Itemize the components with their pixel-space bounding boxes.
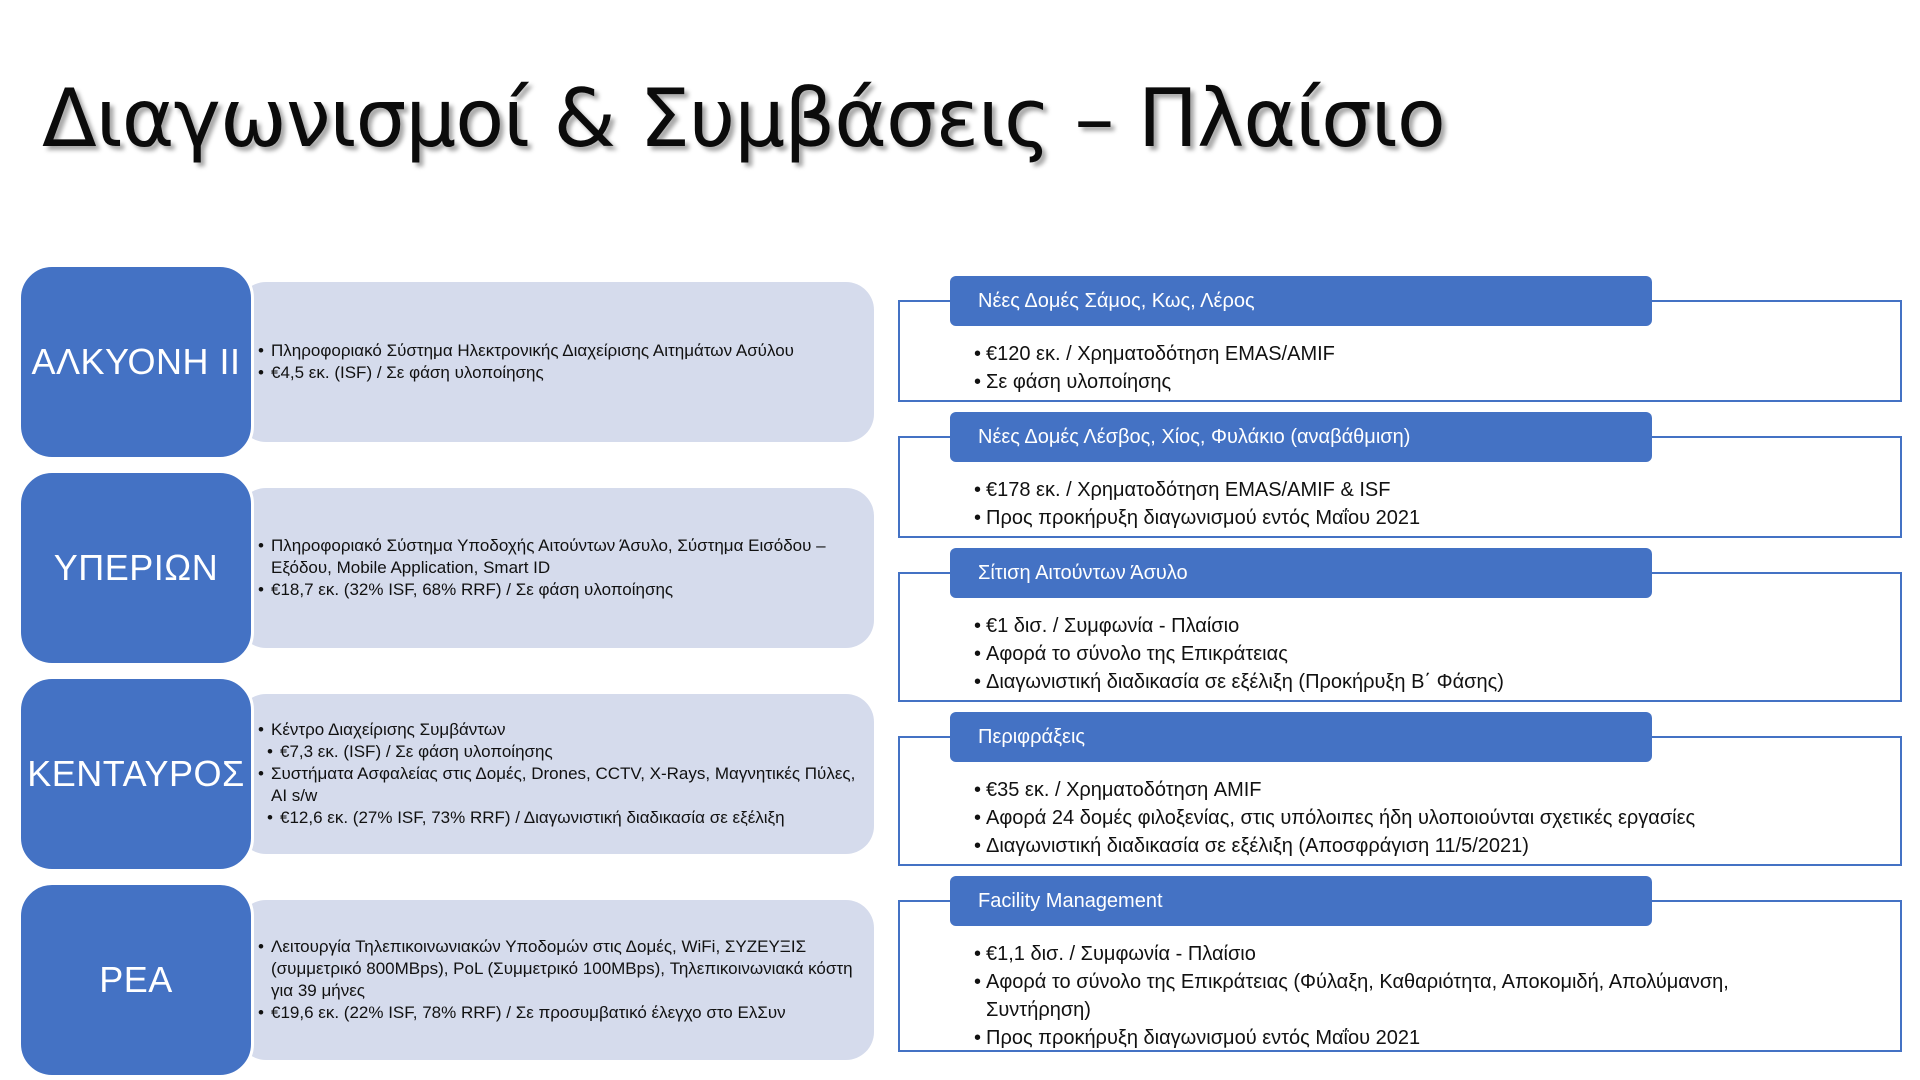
project-bullet: • €18,7 εκ. (32% ISF, 68% RRF) / Σε φάση υλοποίησης	[258, 579, 858, 601]
project-bullet: • Πληροφοριακό Σύστημα Υποδοχής Αιτούντων Άσυλο, Σύστημα Εισόδου – Εξόδου, Mobile Application, Smart ID	[258, 535, 858, 579]
project-bullets	[258, 900, 858, 1060]
project-bullets	[258, 282, 858, 442]
contract-heading: Facility Management	[950, 876, 1652, 926]
project-rea	[18, 882, 858, 1078]
contract-card-catering	[898, 548, 1902, 702]
contract-items	[974, 476, 1782, 532]
project-name-badge: ΥΠΕΡΙΩΝ	[18, 470, 254, 666]
contract-heading: Σίτιση Αιτούντων Άσυλο	[950, 548, 1652, 598]
project-bullets	[258, 488, 858, 648]
project-bullet: • Πληροφοριακό Σύστημα Ηλεκτρονικής Διαχείρισης Αιτημάτων Ασύλου	[258, 340, 858, 362]
contract-item: • €1 δισ. / Συμφωνία - Πλαίσιο	[974, 612, 1782, 640]
project-name-badge: ΚΕΝΤΑΥΡΟΣ	[18, 676, 254, 872]
project-bullet: • Συστήματα Ασφαλείας στις Δομές, Drones, CCTV, X-Rays, Μαγνητικές Πύλες, AI s/w	[258, 763, 858, 807]
project-bullet: • Λειτουργία Τηλεπικοινωνιακών Υποδομών στις Δομές, WiFi, ΣΥΖΕΥΞΙΣ (συμμετρικό 800MBps), PoL (Συμμετρικό 100MBps), Τηλεπικοινωνιακά κόστη για 39 μήνες	[258, 936, 858, 1002]
contract-item: • Αφορά 24 δομές φιλοξενίας, στις υπόλοιπες ήδη υλοποιούνται σχετικές εργασίες	[974, 804, 1782, 832]
contract-items	[974, 940, 1782, 1052]
contract-items	[974, 612, 1782, 696]
contract-item: • €178 εκ. / Χρηματοδότηση EMAS/AMIF & ISF	[974, 476, 1782, 504]
project-bullet: • Κέντρο Διαχείρισης Συμβάντων	[258, 719, 858, 741]
project-yperion	[18, 470, 858, 666]
contract-item: • €1,1 δισ. / Συμφωνία - Πλαίσιο	[974, 940, 1782, 968]
contract-item: • €35 εκ. / Χρηματοδότηση AMIF	[974, 776, 1782, 804]
contract-item: • Αφορά το σύνολο της Επικράτειας	[974, 640, 1782, 668]
contract-item: • Προς προκήρυξη διαγωνισμού εντός Μαΐου 2021	[974, 504, 1782, 532]
project-bullet: • €19,6 εκ. (22% ISF, 78% RRF) / Σε προσυμβατικό έλεγχο στο ΕλΣυν	[258, 1002, 858, 1024]
contract-item: • Αφορά το σύνολο της Επικράτειας (Φύλαξη, Καθαριότητα, Αποκομιδή, Απολύμανση, Συντήρηση)	[974, 968, 1782, 1024]
contract-item: • Διαγωνιστική διαδικασία σε εξέλιξη (Προκήρυξη Β΄ Φάσης)	[974, 668, 1782, 696]
project-details-panel	[238, 282, 874, 442]
project-details-panel	[238, 694, 874, 854]
contract-item: • Προς προκήρυξη διαγωνισμού εντός Μαΐου 2021	[974, 1024, 1782, 1052]
project-sub-bullet: • €12,6 εκ. (27% ISF, 73% RRF) / Διαγωνιστική διαδικασία σε εξέλιξη	[258, 807, 858, 829]
contract-item: • €120 εκ. / Χρηματοδότηση EMAS/AMIF	[974, 340, 1782, 368]
contract-items	[974, 340, 1782, 396]
slide-title: Διαγωνισμοί & Συμβάσεις – Πλαίσιο	[42, 72, 1445, 165]
project-name-badge: ΑΛΚΥΟΝΗ ΙΙ	[18, 264, 254, 460]
contract-item: • Σε φάση υλοποίησης	[974, 368, 1782, 396]
project-details-panel	[238, 488, 874, 648]
project-kentavros	[18, 676, 858, 872]
contract-heading: Νέες Δομές Σάμος, Κως, Λέρος	[950, 276, 1652, 326]
contract-card-facility-management	[898, 876, 1902, 1052]
contract-item: • Διαγωνιστική διαδικασία σε εξέλιξη (Αποσφράγιση 11/5/2021)	[974, 832, 1782, 860]
contract-card-fencing	[898, 712, 1902, 866]
project-details-panel	[238, 900, 874, 1060]
contract-heading: Περιφράξεις	[950, 712, 1652, 762]
contract-card-new-structures-lesvos	[898, 412, 1902, 538]
project-name-badge: ΡΕΑ	[18, 882, 254, 1078]
project-bullet: • €4,5 εκ. (ISF) / Σε φάση υλοποίησης	[258, 362, 858, 384]
contract-heading: Νέες Δομές Λέσβος, Χίος, Φυλάκιο (αναβάθμιση)	[950, 412, 1652, 462]
contract-items	[974, 776, 1782, 860]
project-bullets	[258, 694, 858, 854]
contract-card-new-structures-samos	[898, 276, 1902, 402]
project-alkyoni	[18, 264, 858, 460]
project-sub-bullet: • €7,3 εκ. (ISF) / Σε φάση υλοποίησης	[258, 741, 858, 763]
